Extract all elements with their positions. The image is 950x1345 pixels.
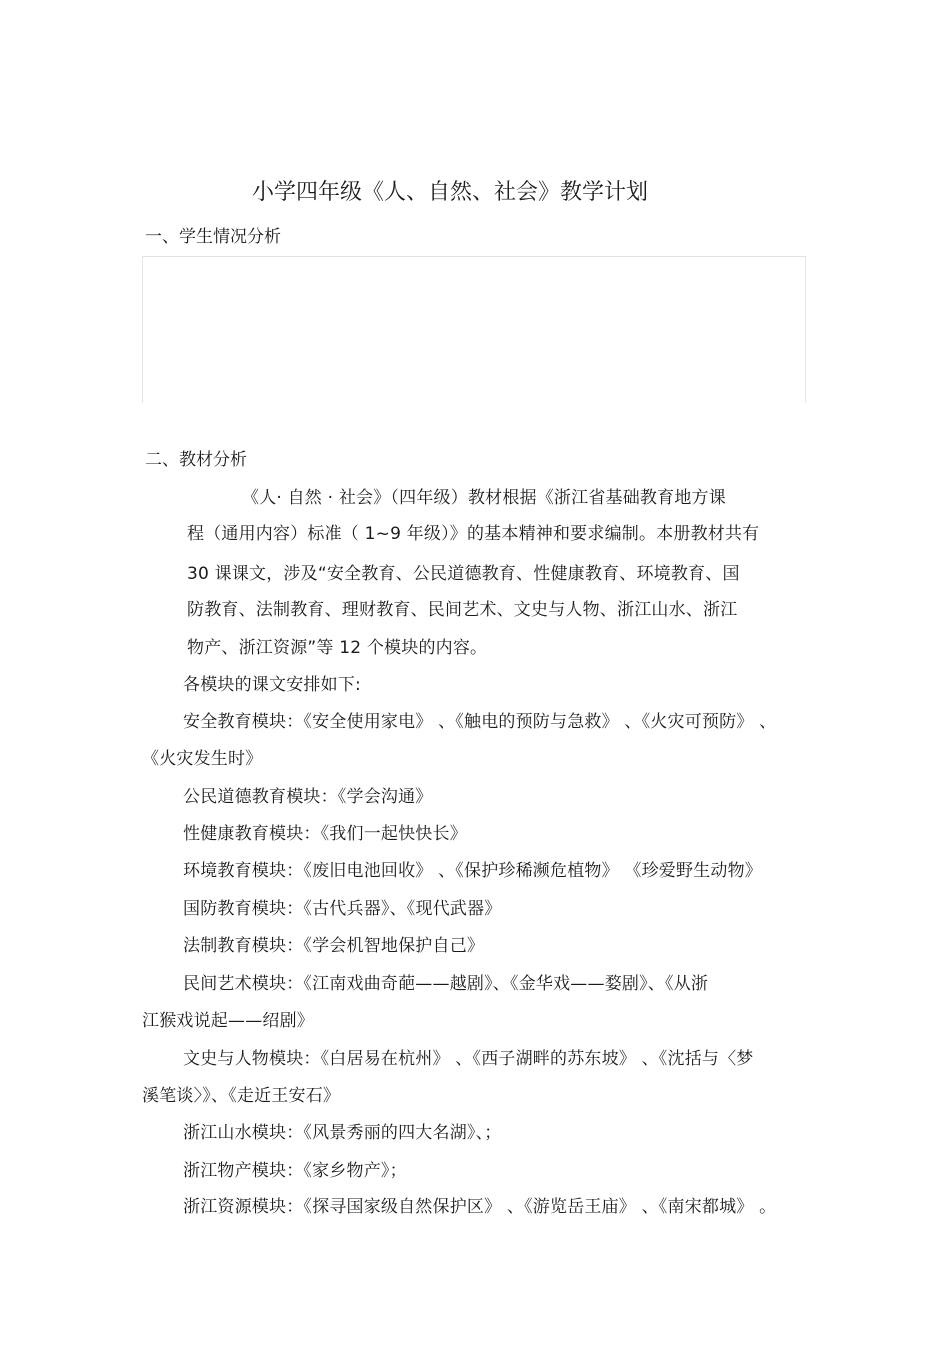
module-history-line-1: 文史与人物模块：《白居易在杭州》 、《西子湖畔的苏东坡》 、《沈括与〈梦 — [183, 1049, 754, 1069]
section1-heading: 一、学生情况分析 — [145, 227, 281, 247]
module-folk-art-line-1: 民间艺术模块：《江南戏曲奇葩——越剧》、《金华戏——婺剧》、《从浙 — [183, 974, 709, 994]
module-products: 浙江物产模块：《家乡物产》； — [183, 1161, 407, 1181]
page-title: 小学四年级《人、自然、社会》教学计划 — [251, 180, 648, 205]
module-civic-morality: 公民道德教育模块：《学会沟通》 — [183, 787, 433, 807]
section2-heading: 二、教材分析 — [145, 450, 247, 470]
module-folk-art-line-2: 江猴戏说起——绍剧》 — [142, 1011, 314, 1031]
intro-line-1: 《人· 自然 · 社会》（四年级）教材根据《浙江省基础教育地方课 — [242, 488, 726, 508]
student-analysis-blank-area — [142, 256, 806, 403]
module-law: 法制教育模块：《学会机智地保护自己》 — [183, 936, 485, 956]
module-history-line-2: 溪笔谈〉》、《走近王安石》 — [142, 1086, 341, 1106]
module-health: 性健康教育模块：《我们一起快快长》 — [183, 824, 467, 844]
intro-line-4: 防教育、法制教育、理财教育、民间艺术、文史与人物、浙江山水、浙江 — [187, 600, 738, 620]
module-resources: 浙江资源模块：《探寻国家级自然保护区》 、《游览岳王庙》 、《南宋都城》 。 — [183, 1197, 777, 1217]
module-safety-line-2: 《火灾发生时》 — [142, 749, 263, 769]
intro-line-3: 30 课课文，涉及“安全教育、公民道德教育、性健康教育、环境教育、国 — [187, 564, 740, 584]
intro-line-5: 物产、浙江资源”等 12 个模块的内容。 — [187, 638, 488, 658]
module-safety-line-1: 安全教育模块：《安全使用家电》 、《触电的预防与急救》 、《火灾可预防》 、 — [183, 712, 777, 732]
intro-line-2: 程（通用内容）标准（ 1~9 年级）》的基本精神和要求编制。本册教材共有 — [187, 524, 760, 544]
arrangement-intro: 各模块的课文安排如下: — [183, 675, 361, 695]
module-environment: 环境教育模块：《废旧电池回收》 、《保护珍稀濒危植物》 《珍爱野生动物》 — [183, 861, 763, 881]
module-defense: 国防教育模块：《古代兵器》、《现代武器》 — [183, 899, 502, 919]
module-landscape: 浙江山水模块：《风景秀丽的四大名湖》、； — [183, 1123, 502, 1143]
